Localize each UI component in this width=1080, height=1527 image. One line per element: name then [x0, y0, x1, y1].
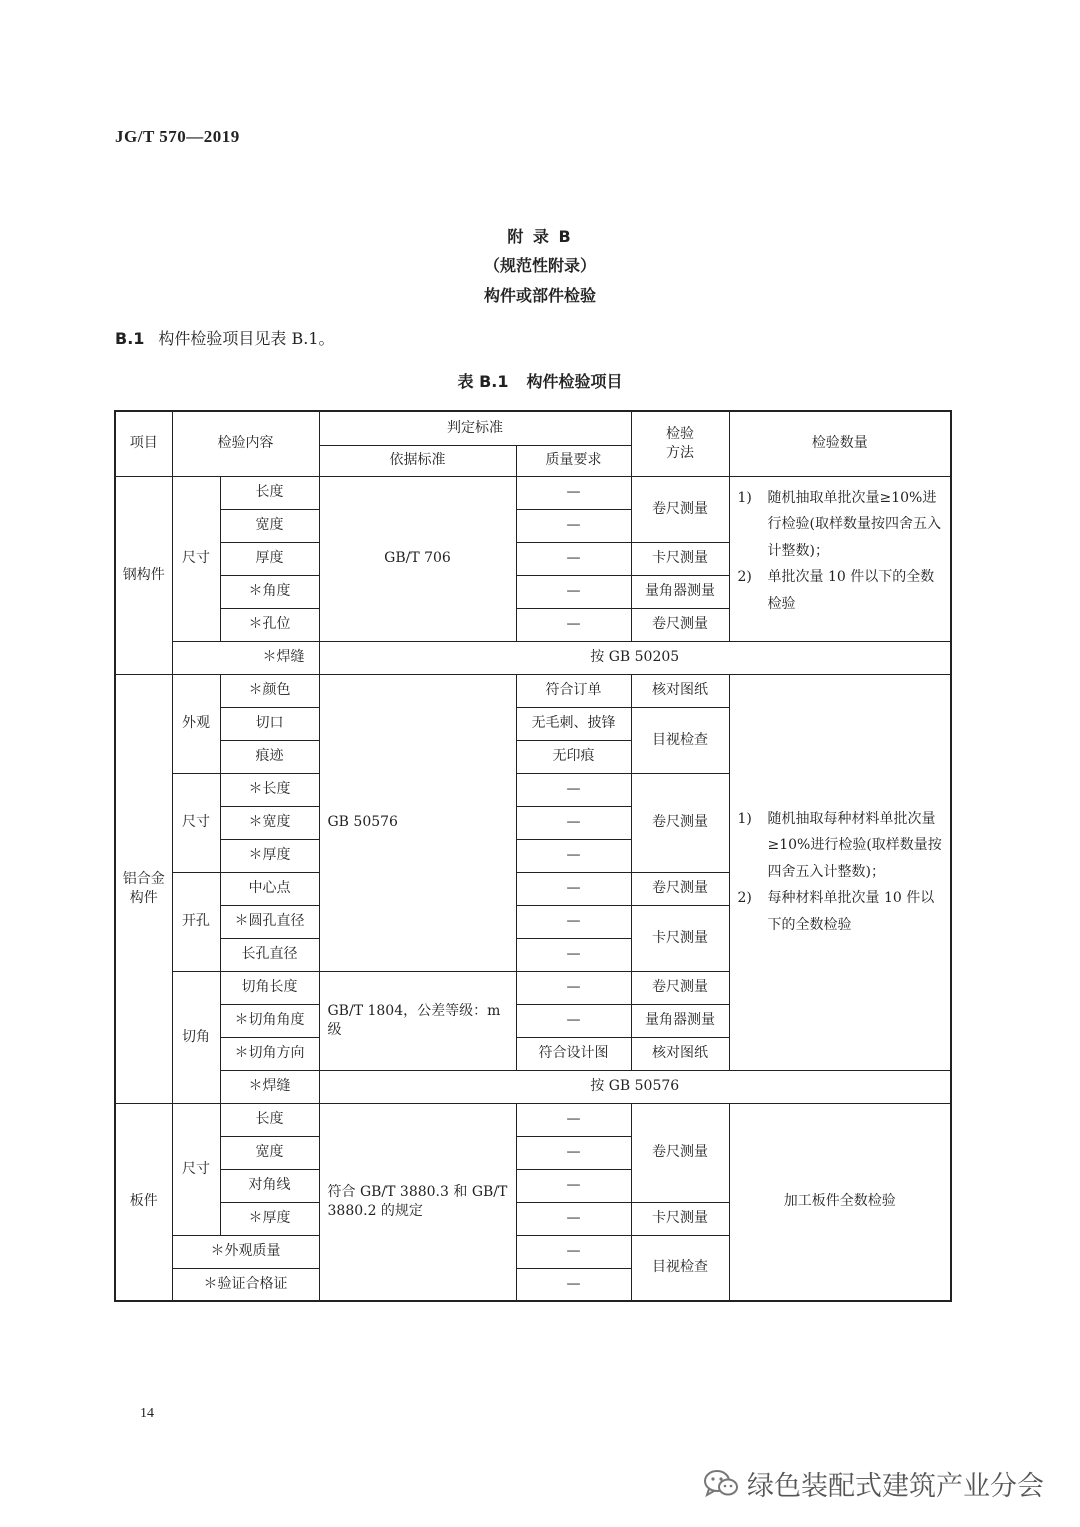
cell-content: 长度	[220, 476, 319, 509]
cell-content: ＊外观质量	[172, 1235, 319, 1268]
cell-content: 厚度	[220, 542, 319, 575]
cell-content: 对角线	[220, 1169, 319, 1202]
cell-quality: 无印痕	[516, 740, 631, 773]
table-row	[115, 476, 951, 509]
standard-code: JG/T 570—2019	[115, 127, 240, 146]
cell-quality: —	[516, 1235, 631, 1268]
panel-item: 板件	[115, 1103, 172, 1301]
table-name: 构件检验项目	[526, 372, 623, 391]
watermark-text: 绿色装配式建筑产业分会	[747, 1471, 1044, 1502]
aluminum-item: 铝合金构件	[115, 674, 172, 1103]
aluminum-chamfer-group: 切角	[172, 971, 220, 1103]
cell-content: 长孔直径	[220, 938, 319, 971]
cell-content: 切角长度	[220, 971, 319, 1004]
list-item: 2) 单批次量 10 件以下的全数检验	[737, 569, 935, 612]
cell-quality: 符合设计图	[516, 1037, 631, 1070]
cell-method: 目视检查	[631, 707, 729, 773]
header-criteria: 判定标准	[319, 411, 631, 445]
cell-quality: —	[516, 872, 631, 905]
cell-content: ＊验证合格证	[172, 1268, 319, 1301]
clause-b1	[115, 326, 335, 349]
aluminum-quantity	[729, 674, 951, 1070]
cell-quality: —	[516, 542, 631, 575]
appendix-title: 附 录 B	[507, 227, 573, 246]
cell-content: 中心点	[220, 872, 319, 905]
cell-method: 目视检查	[631, 1235, 729, 1301]
header-basis: 依据标准	[319, 445, 516, 476]
cell-method: 卡尺测量	[631, 1202, 729, 1235]
table-row	[115, 1103, 951, 1136]
cell-quality: —	[516, 839, 631, 872]
header-item: 项目	[115, 411, 172, 476]
cell-content: ＊焊缝	[220, 1070, 319, 1103]
cell-content: ＊焊缝	[172, 641, 319, 674]
cell-content: ＊切角方向	[220, 1037, 319, 1070]
page-number: 14	[140, 1406, 154, 1421]
panel-size-group: 尺寸	[172, 1103, 220, 1235]
cell-quality: —	[516, 476, 631, 509]
cell-quality: —	[516, 971, 631, 1004]
steel-weld-basis: 按 GB 50205	[319, 641, 951, 674]
cell-content: 长度	[220, 1103, 319, 1136]
cell-quality: —	[516, 1169, 631, 1202]
list-item: 1) 随机抽取每种材料单批次量≥10%进行检验(取样数量按四舍五入计整数)；	[737, 810, 942, 880]
header-quantity: 检验数量	[729, 411, 951, 476]
cell-method: 量角器测量	[631, 1004, 729, 1037]
header-row-1	[115, 411, 951, 445]
cell-quality: —	[516, 773, 631, 806]
cell-method: 卡尺测量	[631, 905, 729, 971]
cell-quality: —	[516, 806, 631, 839]
steel-quantity	[729, 476, 951, 641]
cell-content: 宽度	[220, 1136, 319, 1169]
cell-method: 卷尺测量	[631, 476, 729, 542]
cell-quality: —	[516, 1103, 631, 1136]
cell-quality: —	[516, 905, 631, 938]
cell-quality: —	[516, 1136, 631, 1169]
aluminum-hole-group: 开孔	[172, 872, 220, 971]
cell-quality: —	[516, 1004, 631, 1037]
watermark	[703, 1464, 1044, 1503]
cell-quality: 无毛刺、披锋	[516, 707, 631, 740]
panel-quantity: 加工板件全数检验	[729, 1103, 951, 1301]
list-item: 2) 每种材料单批次量 10 件以下的全数检验	[737, 890, 935, 933]
cell-content: ＊厚度	[220, 1202, 319, 1235]
cell-method: 核对图纸	[631, 1037, 729, 1070]
clause-text: 构件检验项目见表 B.1。	[158, 329, 335, 348]
cell-quality: —	[516, 608, 631, 641]
aluminum-basis: GB 50576	[319, 674, 516, 971]
cell-content: ＊角度	[220, 575, 319, 608]
cell-method: 卷尺测量	[631, 773, 729, 872]
aluminum-appearance-group: 外观	[172, 674, 220, 773]
table-number: 表 B.1	[457, 372, 509, 391]
cell-method: 核对图纸	[631, 674, 729, 707]
cell-quality: —	[516, 509, 631, 542]
table-row	[115, 1070, 951, 1103]
cell-content: 切口	[220, 707, 319, 740]
cell-quality: —	[516, 575, 631, 608]
appendix-heading: 构件或部件检验	[483, 286, 596, 305]
panel-basis: 符合 GB/T 3880.3 和 GB/T 3880.2 的规定	[319, 1103, 516, 1301]
cell-content: ＊宽度	[220, 806, 319, 839]
cell-method: 量角器测量	[631, 575, 729, 608]
cell-quality: —	[516, 1202, 631, 1235]
aluminum-size-group: 尺寸	[172, 773, 220, 872]
cell-quality: —	[516, 938, 631, 971]
appendix-subtitle: （规范性附录）	[483, 256, 596, 275]
wechat-icon	[703, 1469, 739, 1499]
header-quality: 质量要求	[516, 445, 631, 476]
table-row	[115, 674, 951, 707]
header-method: 检验 方法	[631, 411, 729, 476]
cell-method: 卷尺测量	[631, 608, 729, 641]
cell-content: ＊孔位	[220, 608, 319, 641]
cell-content: ＊颜色	[220, 674, 319, 707]
cell-method: 卷尺测量	[631, 872, 729, 905]
cell-content: 痕迹	[220, 740, 319, 773]
cell-method: 卷尺测量	[631, 1103, 729, 1202]
aluminum-weld-basis: 按 GB 50576	[319, 1070, 951, 1103]
cell-method: 卡尺测量	[631, 542, 729, 575]
cell-content: ＊圆孔直径	[220, 905, 319, 938]
steel-item: 钢构件	[115, 476, 172, 674]
table-row	[115, 641, 951, 674]
list-item: 1) 随机抽取单批次量≥10%进行检验(取样数量按四舍五入计整数)；	[737, 489, 941, 559]
aluminum-chamfer-basis: GB/T 1804，公差等级：m 级	[319, 971, 516, 1070]
inspection-table	[114, 410, 952, 1302]
steel-basis: GB/T 706	[319, 476, 516, 641]
clause-number: B.1	[115, 329, 145, 348]
cell-method: 卷尺测量	[631, 971, 729, 1004]
cell-quality: —	[516, 1268, 631, 1301]
steel-size-group: 尺寸	[172, 476, 220, 641]
cell-quality: 符合订单	[516, 674, 631, 707]
cell-content: ＊厚度	[220, 839, 319, 872]
table-title	[0, 369, 1080, 392]
cell-content: ＊长度	[220, 773, 319, 806]
cell-content: 宽度	[220, 509, 319, 542]
cell-content: ＊切角角度	[220, 1004, 319, 1037]
header-content: 检验内容	[172, 411, 319, 476]
